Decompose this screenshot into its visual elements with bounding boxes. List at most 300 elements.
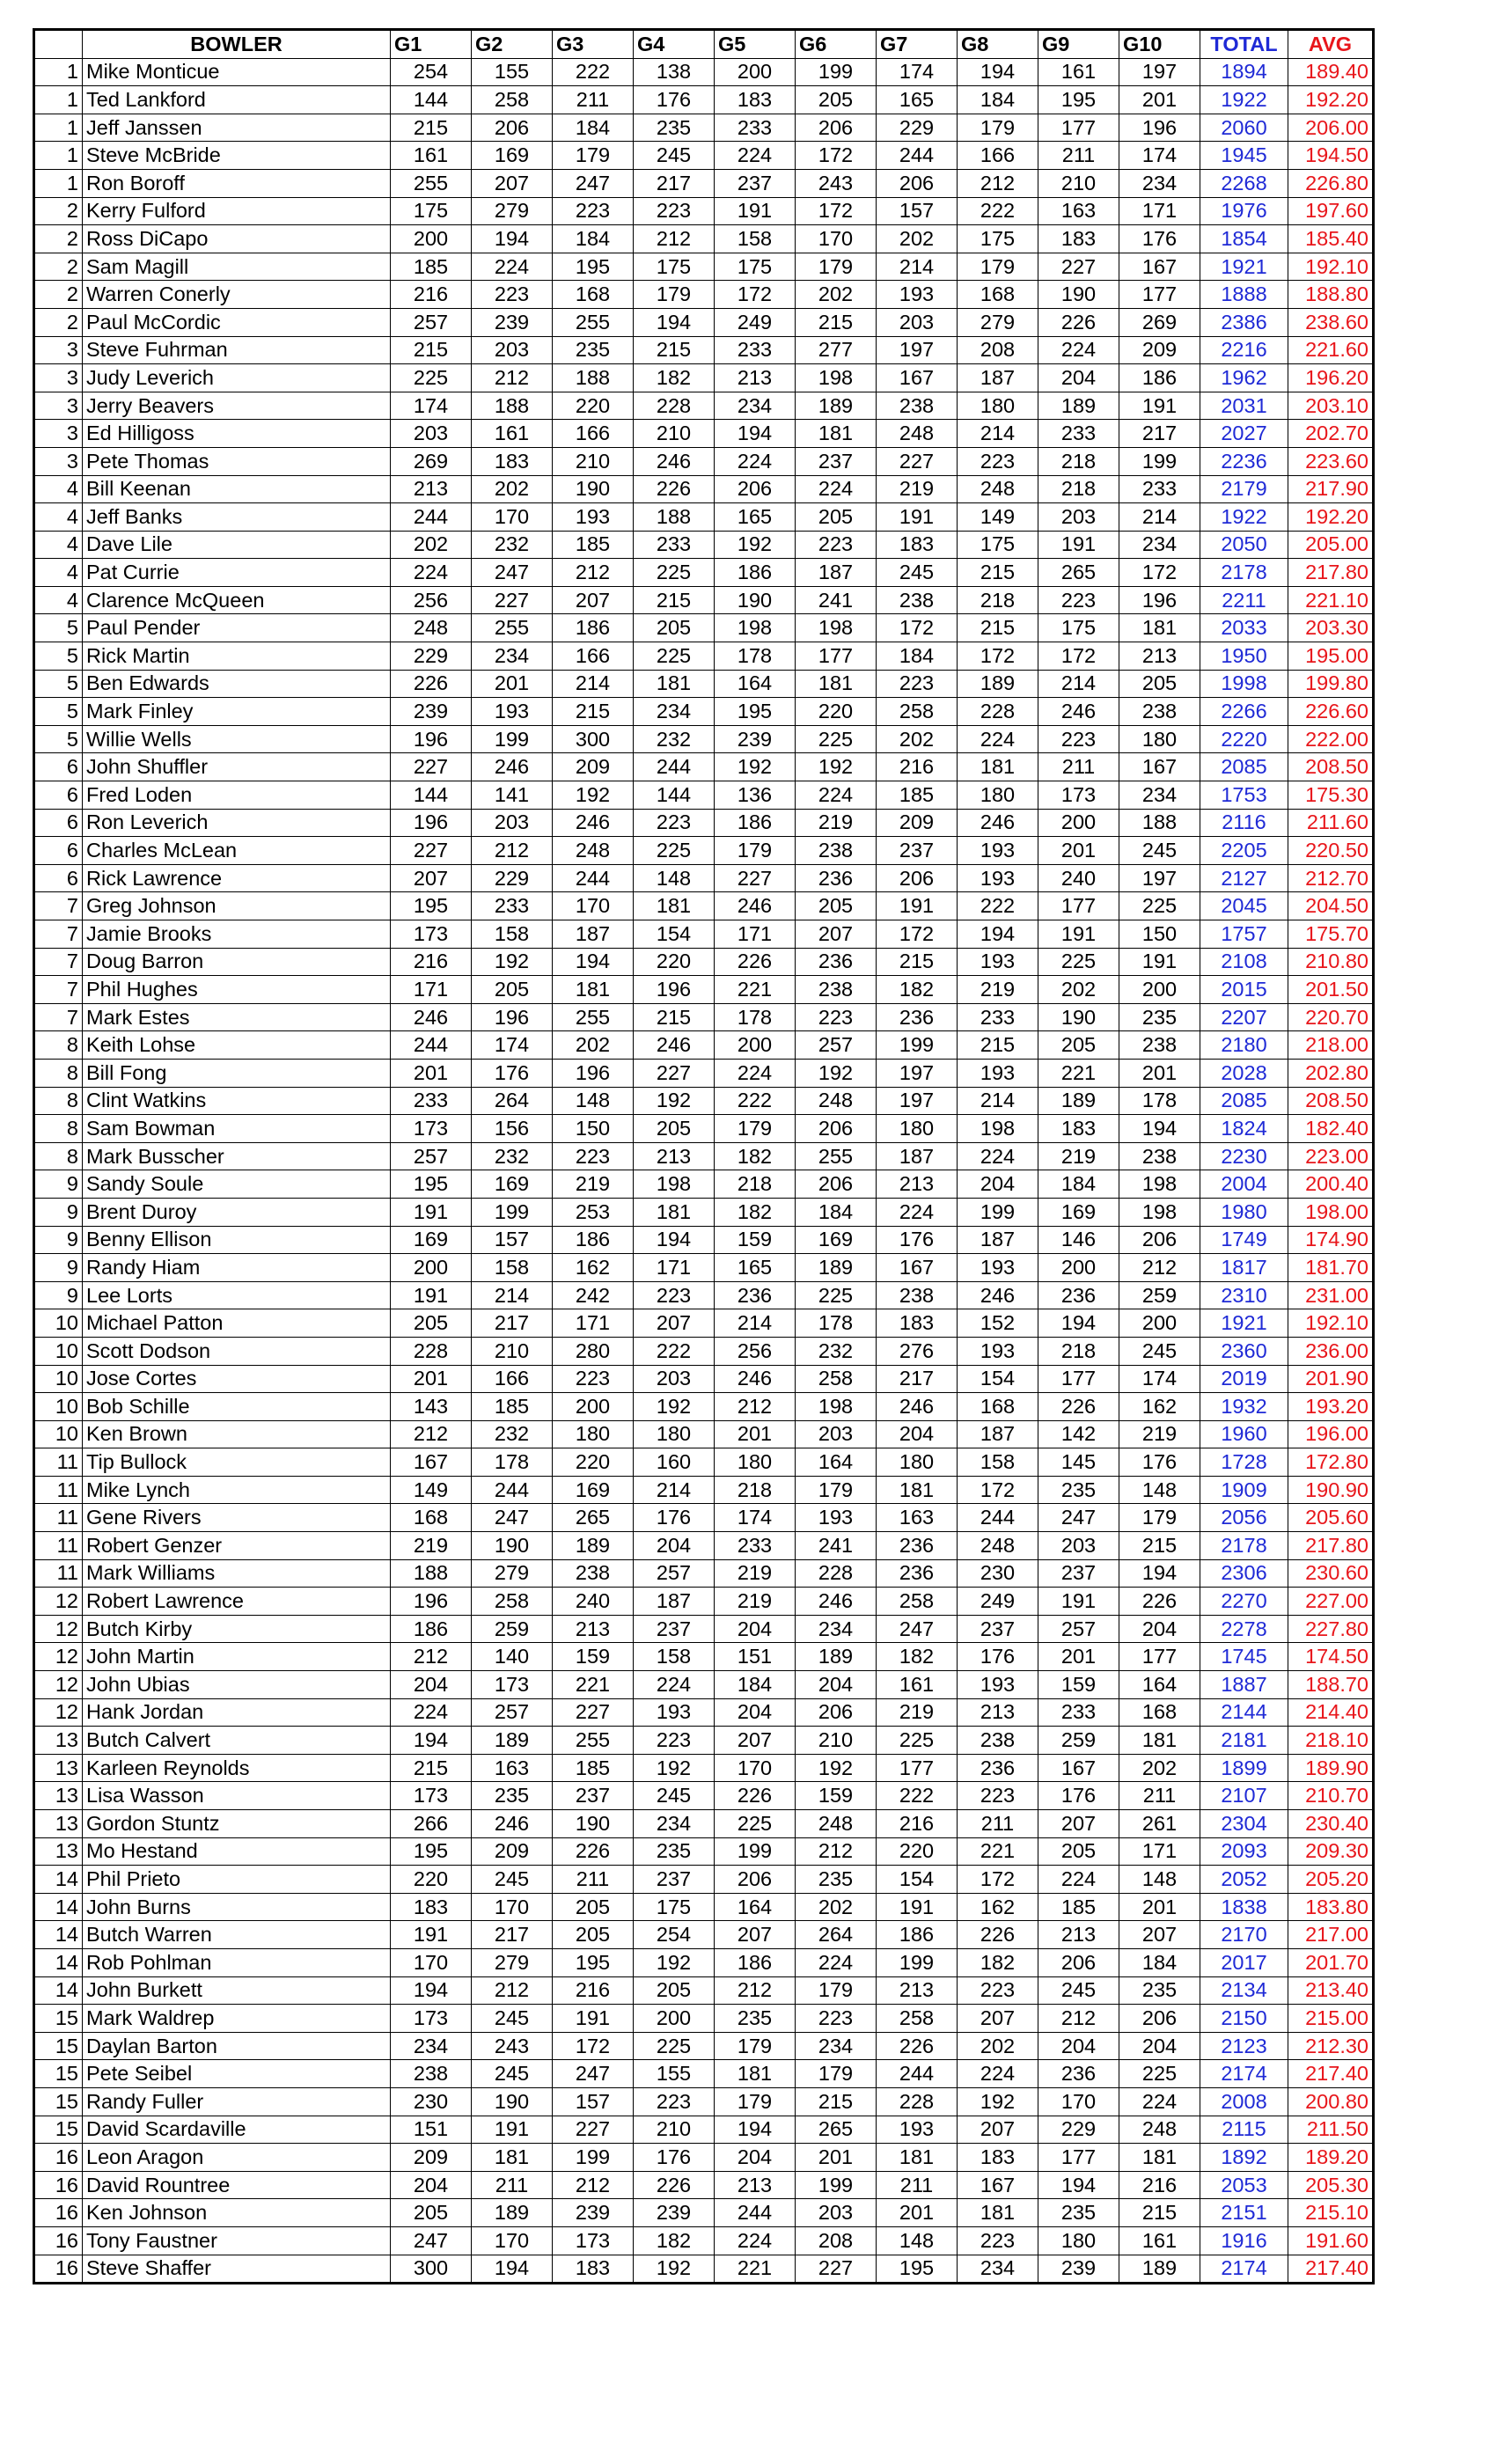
game-10: 224 — [1119, 2087, 1200, 2116]
game-7: 172 — [877, 920, 958, 949]
average-score: 202.70 — [1288, 420, 1374, 448]
game-5: 165 — [715, 503, 796, 532]
average-score: 223.60 — [1288, 447, 1374, 475]
bowler-name: David Rountree — [83, 2171, 391, 2199]
average-score: 208.50 — [1288, 753, 1374, 781]
team-number: 12 — [34, 1588, 83, 1616]
game-9: 194 — [1038, 2171, 1119, 2199]
game-10: 196 — [1119, 114, 1200, 142]
game-10: 168 — [1119, 1698, 1200, 1727]
game-1: 169 — [391, 1226, 472, 1254]
game-6: 202 — [796, 1893, 877, 1921]
game-3: 190 — [553, 1810, 634, 1838]
bowler-name: John Martin — [83, 1643, 391, 1671]
game-6: 225 — [796, 1281, 877, 1309]
game-4: 239 — [634, 2199, 715, 2227]
game-6: 172 — [796, 197, 877, 225]
game-8: 154 — [958, 1365, 1038, 1393]
game-9: 207 — [1038, 1810, 1119, 1838]
game-8: 175 — [958, 531, 1038, 559]
game-3: 179 — [553, 142, 634, 170]
game-2: 255 — [472, 614, 553, 642]
game-7: 197 — [877, 1087, 958, 1115]
game-1: 196 — [391, 809, 472, 837]
bowler-name: Phil Prieto — [83, 1866, 391, 1894]
game-4: 180 — [634, 1420, 715, 1448]
game-10: 215 — [1119, 2199, 1200, 2227]
game-7: 202 — [877, 725, 958, 753]
game-9: 169 — [1038, 1198, 1119, 1226]
total-score: 2056 — [1200, 1504, 1288, 1532]
game-4: 194 — [634, 308, 715, 336]
table-row — [34, 1754, 1374, 1782]
game-2: 214 — [472, 1281, 553, 1309]
average-score: 194.50 — [1288, 142, 1374, 170]
game-4: 158 — [634, 1643, 715, 1671]
game-2: 245 — [472, 2005, 553, 2033]
game-9: 236 — [1038, 2060, 1119, 2088]
game-4: 232 — [634, 725, 715, 753]
game-3: 205 — [553, 1921, 634, 1949]
game-8: 212 — [958, 169, 1038, 197]
bowler-name: John Burns — [83, 1893, 391, 1921]
game-10: 176 — [1119, 1448, 1200, 1477]
game-9: 223 — [1038, 586, 1119, 614]
table-row — [34, 642, 1374, 671]
game-7: 215 — [877, 948, 958, 976]
table-row — [34, 392, 1374, 420]
game-10: 194 — [1119, 1559, 1200, 1588]
game-1: 149 — [391, 1476, 472, 1504]
game-8: 172 — [958, 1866, 1038, 1894]
game-5: 136 — [715, 781, 796, 810]
team-number: 13 — [34, 1754, 83, 1782]
bowler-name: Robert Lawrence — [83, 1588, 391, 1616]
game-2: 279 — [472, 1559, 553, 1588]
table-row — [34, 1420, 1374, 1448]
team-number: 6 — [34, 781, 83, 810]
team-number: 15 — [34, 2060, 83, 2088]
game-3: 220 — [553, 392, 634, 420]
team-number: 2 — [34, 308, 83, 336]
header-avg: AVG — [1288, 30, 1374, 59]
game-2: 217 — [472, 1921, 553, 1949]
game-3: 220 — [553, 1448, 634, 1477]
bowler-name: Robert Genzer — [83, 1532, 391, 1560]
game-10: 200 — [1119, 976, 1200, 1004]
game-2: 188 — [472, 392, 553, 420]
game-7: 203 — [877, 308, 958, 336]
header-g8: G8 — [958, 30, 1038, 59]
game-5: 172 — [715, 281, 796, 309]
game-6: 169 — [796, 1226, 877, 1254]
total-score: 2207 — [1200, 1003, 1288, 1031]
game-2: 176 — [472, 1059, 553, 1087]
table-row — [34, 114, 1374, 142]
game-10: 191 — [1119, 948, 1200, 976]
game-7: 237 — [877, 837, 958, 865]
total-score: 2205 — [1200, 837, 1288, 865]
table-row — [34, 1948, 1374, 1976]
game-5: 246 — [715, 1365, 796, 1393]
game-5: 179 — [715, 837, 796, 865]
total-score: 2270 — [1200, 1588, 1288, 1616]
game-6: 204 — [796, 1671, 877, 1699]
average-score: 189.40 — [1288, 58, 1374, 86]
table-row — [34, 864, 1374, 892]
game-1: 226 — [391, 670, 472, 698]
average-score: 217.40 — [1288, 2255, 1374, 2284]
game-4: 210 — [634, 420, 715, 448]
game-10: 181 — [1119, 1727, 1200, 1755]
game-7: 258 — [877, 1588, 958, 1616]
total-score: 1998 — [1200, 670, 1288, 698]
game-10: 201 — [1119, 1893, 1200, 1921]
bowler-name: Paul Pender — [83, 614, 391, 642]
game-9: 184 — [1038, 1170, 1119, 1199]
game-9: 259 — [1038, 1727, 1119, 1755]
average-score: 201.50 — [1288, 976, 1374, 1004]
table-row — [34, 1087, 1374, 1115]
game-6: 192 — [796, 1754, 877, 1782]
team-number: 14 — [34, 1948, 83, 1976]
average-score: 174.50 — [1288, 1643, 1374, 1671]
game-8: 187 — [958, 364, 1038, 392]
game-7: 245 — [877, 559, 958, 587]
game-8: 224 — [958, 2060, 1038, 2088]
table-row — [34, 2144, 1374, 2172]
bowler-name: Hank Jordan — [83, 1698, 391, 1727]
table-row — [34, 1337, 1374, 1365]
game-3: 300 — [553, 725, 634, 753]
game-1: 201 — [391, 1365, 472, 1393]
game-5: 178 — [715, 1003, 796, 1031]
game-1: 239 — [391, 698, 472, 726]
bowler-name: Greg Johnson — [83, 892, 391, 920]
game-5: 218 — [715, 1476, 796, 1504]
team-number: 2 — [34, 253, 83, 281]
table-row — [34, 1170, 1374, 1199]
game-1: 175 — [391, 197, 472, 225]
game-2: 212 — [472, 1976, 553, 2005]
game-9: 191 — [1038, 920, 1119, 949]
average-score: 236.00 — [1288, 1337, 1374, 1365]
total-score: 2060 — [1200, 114, 1288, 142]
game-4: 225 — [634, 559, 715, 587]
game-8: 167 — [958, 2171, 1038, 2199]
game-3: 237 — [553, 1782, 634, 1810]
game-7: 247 — [877, 1615, 958, 1643]
game-7: 193 — [877, 2116, 958, 2144]
game-3: 215 — [553, 698, 634, 726]
game-8: 180 — [958, 781, 1038, 810]
average-score: 175.70 — [1288, 920, 1374, 949]
game-2: 192 — [472, 948, 553, 976]
game-1: 216 — [391, 948, 472, 976]
bowler-name: Tip Bullock — [83, 1448, 391, 1477]
average-score: 205.00 — [1288, 531, 1374, 559]
game-5: 199 — [715, 1837, 796, 1866]
team-number: 1 — [34, 86, 83, 114]
team-number: 13 — [34, 1810, 83, 1838]
game-8: 238 — [958, 1727, 1038, 1755]
game-4: 225 — [634, 2032, 715, 2060]
header-g5: G5 — [715, 30, 796, 59]
average-score: 196.00 — [1288, 1420, 1374, 1448]
bowler-name: Rick Lawrence — [83, 864, 391, 892]
total-score: 2179 — [1200, 475, 1288, 503]
game-10: 197 — [1119, 58, 1200, 86]
team-number: 12 — [34, 1643, 83, 1671]
game-1: 209 — [391, 2144, 472, 2172]
game-2: 140 — [472, 1643, 553, 1671]
total-score: 2386 — [1200, 308, 1288, 336]
game-8: 207 — [958, 2005, 1038, 2033]
table-row — [34, 1448, 1374, 1477]
game-6: 179 — [796, 2060, 877, 2088]
game-2: 156 — [472, 1115, 553, 1143]
game-8: 223 — [958, 1976, 1038, 2005]
game-9: 218 — [1038, 475, 1119, 503]
game-7: 201 — [877, 2199, 958, 2227]
bowler-name: Bill Fong — [83, 1059, 391, 1087]
total-score: 2174 — [1200, 2255, 1288, 2284]
game-6: 225 — [796, 725, 877, 753]
team-number: 14 — [34, 1976, 83, 2005]
game-1: 144 — [391, 86, 472, 114]
bowler-name: Ken Brown — [83, 1420, 391, 1448]
game-3: 187 — [553, 920, 634, 949]
game-3: 255 — [553, 1003, 634, 1031]
game-4: 171 — [634, 1254, 715, 1282]
game-4: 194 — [634, 1226, 715, 1254]
team-number: 3 — [34, 420, 83, 448]
total-score: 2008 — [1200, 2087, 1288, 2116]
game-1: 194 — [391, 1976, 472, 2005]
bowler-name: Steve Shaffer — [83, 2255, 391, 2284]
game-9: 245 — [1038, 1976, 1119, 2005]
total-score: 2266 — [1200, 698, 1288, 726]
game-7: 186 — [877, 1921, 958, 1949]
game-5: 194 — [715, 420, 796, 448]
game-4: 237 — [634, 1615, 715, 1643]
game-8: 193 — [958, 1254, 1038, 1282]
game-4: 223 — [634, 197, 715, 225]
game-8: 224 — [958, 725, 1038, 753]
game-6: 223 — [796, 1003, 877, 1031]
game-7: 148 — [877, 2226, 958, 2255]
team-number: 9 — [34, 1254, 83, 1282]
bowler-name: Leon Aragon — [83, 2144, 391, 2172]
game-6: 248 — [796, 1810, 877, 1838]
game-5: 246 — [715, 892, 796, 920]
table-row — [34, 58, 1374, 86]
average-score: 218.00 — [1288, 1031, 1374, 1060]
game-4: 176 — [634, 1504, 715, 1532]
game-3: 212 — [553, 2171, 634, 2199]
game-3: 159 — [553, 1643, 634, 1671]
bowler-name: Rick Martin — [83, 642, 391, 671]
bowler-name: Ron Leverich — [83, 809, 391, 837]
game-6: 277 — [796, 336, 877, 364]
bowler-name: Mark Busscher — [83, 1142, 391, 1170]
team-number: 4 — [34, 475, 83, 503]
team-number: 15 — [34, 2005, 83, 2033]
game-1: 202 — [391, 531, 472, 559]
total-score: 1753 — [1200, 781, 1288, 810]
game-4: 222 — [634, 1337, 715, 1365]
game-3: 196 — [553, 1059, 634, 1087]
table-row — [34, 698, 1374, 726]
game-3: 166 — [553, 642, 634, 671]
game-10: 209 — [1119, 336, 1200, 364]
average-score: 201.90 — [1288, 1365, 1374, 1393]
bowler-name: Ron Boroff — [83, 169, 391, 197]
game-8: 236 — [958, 1754, 1038, 1782]
game-2: 223 — [472, 281, 553, 309]
game-10: 225 — [1119, 2060, 1200, 2088]
table-row — [34, 364, 1374, 392]
bowler-name: Ben Edwards — [83, 670, 391, 698]
game-1: 247 — [391, 2226, 472, 2255]
game-6: 258 — [796, 1365, 877, 1393]
game-1: 143 — [391, 1393, 472, 1421]
team-number: 7 — [34, 1003, 83, 1031]
header-g7: G7 — [877, 30, 958, 59]
average-score: 205.30 — [1288, 2171, 1374, 2199]
game-4: 198 — [634, 1170, 715, 1199]
average-score: 203.30 — [1288, 614, 1374, 642]
game-2: 158 — [472, 920, 553, 949]
team-number: 3 — [34, 364, 83, 392]
game-9: 175 — [1038, 614, 1119, 642]
game-1: 300 — [391, 2255, 472, 2284]
total-score: 1909 — [1200, 1476, 1288, 1504]
game-8: 214 — [958, 420, 1038, 448]
average-score: 205.60 — [1288, 1504, 1374, 1532]
game-10: 186 — [1119, 364, 1200, 392]
game-10: 233 — [1119, 475, 1200, 503]
table-row — [34, 447, 1374, 475]
game-1: 196 — [391, 1588, 472, 1616]
table-row — [34, 531, 1374, 559]
game-6: 241 — [796, 1532, 877, 1560]
team-number: 8 — [34, 1059, 83, 1087]
game-5: 219 — [715, 1588, 796, 1616]
bowler-name: Gene Rivers — [83, 1504, 391, 1532]
total-score: 1757 — [1200, 920, 1288, 949]
game-5: 213 — [715, 2171, 796, 2199]
team-number: 15 — [34, 2032, 83, 2060]
game-3: 214 — [553, 670, 634, 698]
team-number: 14 — [34, 1866, 83, 1894]
team-number: 4 — [34, 503, 83, 532]
table-row — [34, 503, 1374, 532]
game-6: 187 — [796, 559, 877, 587]
game-1: 224 — [391, 1698, 472, 1727]
game-9: 224 — [1038, 336, 1119, 364]
game-6: 236 — [796, 948, 877, 976]
game-3: 235 — [553, 336, 634, 364]
game-10: 238 — [1119, 1142, 1200, 1170]
game-7: 236 — [877, 1532, 958, 1560]
game-1: 244 — [391, 1031, 472, 1060]
game-10: 177 — [1119, 281, 1200, 309]
game-6: 198 — [796, 614, 877, 642]
team-number: 7 — [34, 948, 83, 976]
game-1: 205 — [391, 2199, 472, 2227]
total-score: 2170 — [1200, 1921, 1288, 1949]
game-4: 210 — [634, 2116, 715, 2144]
total-score: 2085 — [1200, 753, 1288, 781]
bowler-name: Ted Lankford — [83, 86, 391, 114]
game-2: 243 — [472, 2032, 553, 2060]
game-7: 154 — [877, 1866, 958, 1894]
game-2: 206 — [472, 114, 553, 142]
table-row — [34, 1643, 1374, 1671]
game-3: 216 — [553, 1976, 634, 2005]
team-number: 12 — [34, 1615, 83, 1643]
game-3: 199 — [553, 2144, 634, 2172]
game-1: 194 — [391, 1727, 472, 1755]
game-5: 170 — [715, 1754, 796, 1782]
average-score: 226.80 — [1288, 169, 1374, 197]
game-4: 187 — [634, 1588, 715, 1616]
table-row — [34, 420, 1374, 448]
game-6: 257 — [796, 1031, 877, 1060]
game-4: 181 — [634, 670, 715, 698]
total-score: 1838 — [1200, 1893, 1288, 1921]
team-number: 3 — [34, 336, 83, 364]
game-6: 206 — [796, 1115, 877, 1143]
game-10: 261 — [1119, 1810, 1200, 1838]
game-9: 224 — [1038, 1866, 1119, 1894]
game-4: 144 — [634, 781, 715, 810]
average-score: 227.00 — [1288, 1588, 1374, 1616]
game-8: 158 — [958, 1448, 1038, 1477]
game-6: 228 — [796, 1559, 877, 1588]
game-10: 245 — [1119, 837, 1200, 865]
team-number: 15 — [34, 2087, 83, 2116]
table-row — [34, 475, 1374, 503]
game-3: 195 — [553, 1948, 634, 1976]
game-5: 212 — [715, 1393, 796, 1421]
game-8: 246 — [958, 1281, 1038, 1309]
game-9: 226 — [1038, 1393, 1119, 1421]
game-9: 265 — [1038, 559, 1119, 587]
total-score: 2017 — [1200, 1948, 1288, 1976]
total-score: 2033 — [1200, 614, 1288, 642]
table-row — [34, 892, 1374, 920]
table-row — [34, 559, 1374, 587]
game-8: 199 — [958, 1198, 1038, 1226]
game-8: 233 — [958, 1003, 1038, 1031]
game-10: 177 — [1119, 1643, 1200, 1671]
game-4: 246 — [634, 1031, 715, 1060]
game-4: 228 — [634, 392, 715, 420]
team-number: 6 — [34, 753, 83, 781]
team-number: 7 — [34, 892, 83, 920]
game-8: 211 — [958, 1810, 1038, 1838]
team-number: 4 — [34, 531, 83, 559]
bowler-name: Judy Leverich — [83, 364, 391, 392]
average-score: 217.90 — [1288, 475, 1374, 503]
average-score: 220.50 — [1288, 837, 1374, 865]
game-9: 246 — [1038, 698, 1119, 726]
game-9: 201 — [1038, 1643, 1119, 1671]
team-number: 16 — [34, 2199, 83, 2227]
table-row — [34, 1198, 1374, 1226]
